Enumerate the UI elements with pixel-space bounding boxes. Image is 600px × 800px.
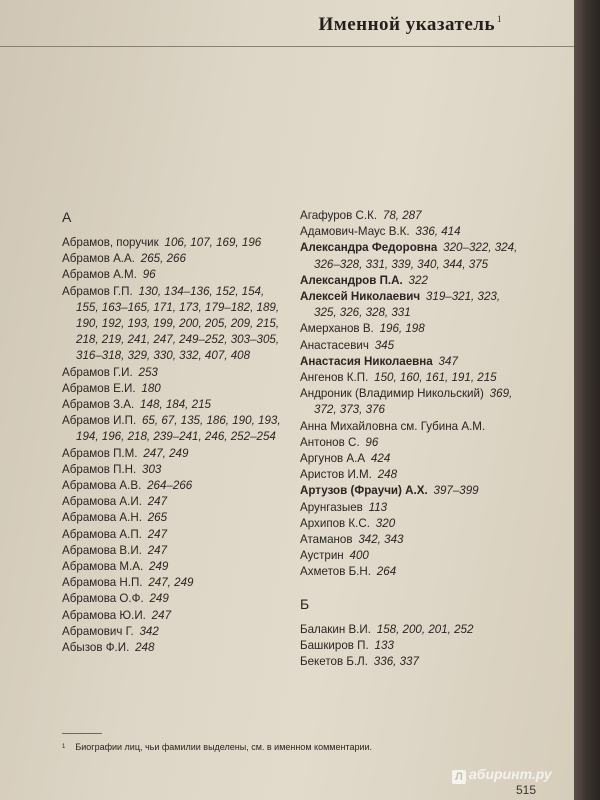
entry-name: Абрамов Г.И. [62, 365, 133, 379]
entry-name: Абрамова О.Ф. [62, 592, 144, 606]
entry-name: Аристов И.М. [300, 468, 372, 482]
entry-pages: 96 [142, 268, 156, 282]
index-entry [62, 640, 286, 656]
right-entries-a [300, 208, 525, 581]
entry-name: Абрамова А.Н. [62, 511, 142, 525]
entry-name: Башкиров П. [300, 638, 369, 652]
entry-name: Алексей Николаевич [300, 290, 421, 304]
index-entry [62, 365, 286, 381]
entry-name: Абрамов И.П. [62, 414, 137, 428]
index-entry [300, 419, 525, 435]
entry-pages: 336, 414 [415, 225, 461, 239]
entry-pages: 113 [368, 500, 388, 514]
index-entry [62, 462, 286, 478]
entry-pages: 133 [374, 638, 394, 652]
footnote [62, 741, 542, 753]
index-entry [300, 654, 525, 670]
index-entry [62, 608, 286, 624]
entry-pages: 322 [408, 273, 428, 287]
title-footnote-mark: 1 [497, 14, 502, 24]
index-entry [62, 494, 286, 510]
index-entry [62, 543, 286, 559]
index-entry [62, 478, 286, 494]
entry-name: Абрамова Н.П. [62, 576, 143, 590]
entry-pages: 249 [149, 560, 169, 574]
entry-name: Абрамова А.В. [62, 479, 142, 493]
index-entry [300, 451, 525, 467]
watermark [452, 766, 552, 784]
entry-pages: 397–399 [433, 484, 479, 498]
index-entry [300, 622, 525, 638]
index-entry [300, 638, 525, 654]
entry-pages: 247 [147, 495, 168, 509]
entry-name: Абрамов Е.И. [62, 381, 136, 395]
entry-pages: 65, 67, 135, 186, 190, 193, 194, 196, 218, 239–241, 246, 252–254 [76, 414, 281, 444]
index-entry [62, 267, 286, 283]
entry-name: Абрамов П.Н. [62, 462, 137, 476]
index-entry [62, 510, 286, 526]
index-entry [62, 413, 286, 445]
entry-pages: 78, 287 [382, 209, 422, 222]
entry-name: Анна Михайловна см. Губина А.М. [300, 419, 486, 433]
entry-name: Аргунов А.А [300, 452, 366, 466]
index-entry [62, 575, 286, 591]
entry-name: Александров П.А. [300, 273, 403, 287]
entry-pages: 342 [139, 624, 159, 638]
entry-name: Бекетов Б.Л. [300, 655, 368, 669]
entry-pages: 369, 372, 373, 376 [314, 387, 513, 417]
entry-pages: 319–321, 323, 325, 326, 328, 331 [314, 290, 501, 320]
page-number: 515 [516, 783, 537, 797]
page-header [318, 14, 502, 36]
index-entry [300, 289, 525, 321]
entry-name: Абрамов З.А. [62, 398, 135, 412]
entry-pages: 264 [376, 565, 397, 579]
entry-pages: 265 [147, 511, 168, 525]
footnote-mark: 1 [62, 744, 66, 750]
index-entry [62, 251, 286, 267]
entry-name: Абрамов, поручик [62, 236, 159, 249]
entry-pages: 247, 249 [148, 576, 194, 590]
index-entry [300, 500, 525, 516]
entry-pages: 248 [377, 468, 398, 482]
entry-name: Андроник (Владимир Никольский) [300, 387, 484, 401]
book-edge [574, 0, 600, 800]
entry-pages: 196, 198 [379, 322, 425, 336]
index-entry [300, 354, 525, 370]
index-entry [300, 208, 525, 224]
entry-pages: 253 [138, 365, 158, 379]
header-rule [0, 46, 574, 47]
entry-pages: 264–266 [147, 479, 193, 493]
entry-name: Адамович-Маус В.К. [300, 225, 410, 239]
index-entry [300, 548, 525, 564]
entry-name: Анастасия Николаевна [300, 354, 433, 368]
entry-pages: 247 [151, 608, 172, 622]
entry-pages: 96 [365, 435, 379, 449]
entry-name: Артузов (Фраучи) А.Х. [300, 484, 428, 498]
entry-pages: 249 [149, 592, 169, 606]
entry-pages: 247 [147, 543, 168, 557]
entry-pages: 130, 134–136, 152, 154, 155, 163–165, 171, 173, 179–182, 189, 190, 192, 193, 199, 200, 205, 209, 215, 218, 219, 241, 247, 249–252, 303–305, 316–318, 329, 330, 332, 407, 408 [76, 284, 280, 363]
index-entry [300, 467, 525, 483]
entry-name: Агафуров С.К. [300, 209, 378, 222]
entry-pages: 158, 200, 201, 252 [376, 622, 474, 636]
index-entry [62, 446, 286, 462]
index-entry [62, 559, 286, 575]
right-column [300, 208, 525, 670]
left-entries [62, 235, 286, 656]
entry-name: Абрамова Ю.И. [62, 608, 146, 622]
index-entry [300, 435, 525, 451]
left-column [62, 208, 286, 656]
entry-name: Абрамова А.П. [62, 527, 142, 541]
entry-name: Абрамова А.И. [62, 495, 142, 509]
section-letter-b: Б [300, 595, 310, 612]
entry-pages: 247 [147, 527, 168, 541]
entry-name: Балакин В.И. [300, 622, 371, 636]
entry-name: Амерханов В. [300, 322, 374, 336]
index-title: Именной указатель [318, 14, 495, 35]
entry-pages: 320 [375, 516, 396, 530]
index-entry [62, 284, 286, 365]
index-entry [300, 338, 525, 354]
entry-pages: 265, 266 [140, 252, 186, 266]
entry-name: Аустрин [300, 549, 344, 563]
right-entries-b [300, 622, 525, 671]
index-entry [300, 516, 525, 532]
entry-pages: 248 [135, 641, 155, 655]
entry-pages: 347 [438, 354, 458, 368]
entry-name: Абрамова В.И. [62, 543, 142, 557]
entry-name: Абрамович Г. [62, 624, 134, 638]
entry-pages: 180 [141, 381, 161, 395]
entry-name: Архипов К.С. [300, 516, 370, 530]
index-entry [300, 532, 525, 548]
entry-pages: 345 [374, 338, 395, 352]
entry-name: Абрамова М.А. [62, 560, 144, 574]
labirint-logo-icon: Л [452, 770, 466, 784]
entry-name: Анастасевич [300, 338, 369, 352]
index-entry [300, 240, 525, 272]
entry-pages: 400 [349, 549, 369, 563]
index-entry [62, 527, 286, 543]
index-entry [300, 273, 525, 289]
entry-name: Арунгазыев [300, 500, 363, 514]
entry-name: Антонов С. [300, 435, 360, 449]
entry-pages: 148, 184, 215 [140, 398, 211, 412]
entry-pages: 342, 343 [358, 533, 404, 547]
footnote-text: Биографии лиц, чьи фамилии выделены, см. в именном комментарии. [75, 742, 373, 752]
entry-pages: 336, 337 [373, 655, 419, 669]
index-entry [300, 564, 525, 580]
index-entry [62, 235, 286, 251]
index-entry [62, 381, 286, 397]
index-entry [300, 321, 525, 337]
index-entry [300, 386, 525, 418]
entry-pages: 247, 249 [143, 446, 189, 460]
entry-pages: 424 [370, 452, 391, 466]
index-entry [62, 591, 286, 607]
entry-pages: 106, 107, 169, 196 [164, 236, 262, 249]
entry-name: Ангенов К.П. [300, 371, 369, 385]
index-entry [62, 624, 286, 640]
entry-name: Абрамов А.А. [62, 252, 135, 266]
index-entry [62, 397, 286, 413]
footnote-rule [62, 733, 102, 734]
entry-pages: 150, 160, 161, 191, 215 [374, 371, 497, 385]
entry-pages: 303 [142, 462, 162, 476]
entry-name: Атаманов [300, 533, 353, 547]
entry-name: Абрамов Г.П. [62, 284, 133, 298]
entry-name: Абызов Ф.И. [62, 641, 130, 655]
section-letter-a: А [62, 209, 72, 225]
entry-name: Ахметов Б.Н. [300, 565, 371, 579]
index-entry [300, 483, 525, 499]
watermark-text: абиринт.ру [469, 766, 552, 782]
entry-name: Абрамов П.М. [62, 446, 138, 460]
entry-name: Александра Федоровна [300, 241, 438, 255]
index-entry [300, 224, 525, 240]
entry-pages: 320–322, 324, 326–328, 331, 339, 340, 344, 375 [314, 241, 518, 271]
index-entry [300, 370, 525, 386]
entry-name: Абрамов А.М. [62, 268, 137, 282]
